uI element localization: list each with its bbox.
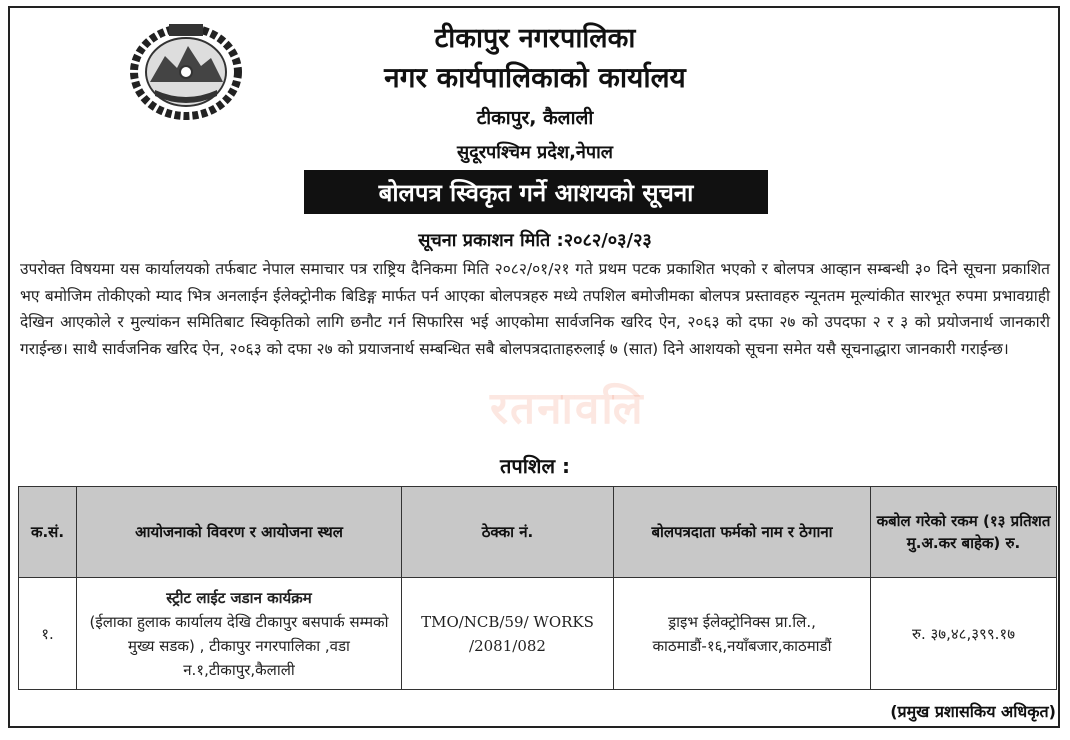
cell-project bbox=[77, 578, 402, 690]
municipality-name: टीकापुर नगरपालिका bbox=[434, 23, 636, 54]
notice-title: बोलपत्र स्विकृत गर्ने आशयको सूचना bbox=[304, 170, 768, 214]
signature-designation: (प्रमुख प्रशासकिय अधिकृत) bbox=[890, 702, 1056, 721]
cell-bidder: ड्राइभ ईलेक्ट्रोनिक्स प्रा.लि., काठमाडौं-१६,नयाँबजार,काठमाडौं bbox=[614, 578, 871, 690]
office-name: नगर कार्यपालिकाको कार्यालय bbox=[384, 61, 686, 94]
col-header-contract: ठेक्का नं. bbox=[402, 487, 614, 578]
cell-amount: रु. ३७,४८,३९९.१७ bbox=[871, 578, 1057, 690]
col-header-sn: क.सं. bbox=[19, 487, 77, 578]
project-title: स्ट्रीट लाईट जडान कार्यक्रम bbox=[166, 588, 312, 607]
publication-date: सूचना प्रकाशन मिति :२०८२/०३/२३ bbox=[418, 230, 652, 251]
col-header-amount: कबोल गरेको रकम (१३ प्रतिशत मु.अ.कर बाहेक) रु. bbox=[871, 487, 1057, 578]
details-heading: तपशिल : bbox=[499, 454, 571, 478]
table-header-row bbox=[19, 487, 1057, 578]
cell-contract-no: TMO/NCB/59/ WORKS /2081/082 bbox=[402, 578, 614, 690]
project-detail: (ईलाका हुलाक कार्यालय देखि टीकापुर बसपार्क सम्मको मुख्य सडक) , टीकापुर नगरपालिका ,वडा न.१,टीकापुर,कैलाली bbox=[89, 612, 389, 679]
watermark: रतनावलि bbox=[490, 383, 645, 434]
office-location: टीकापुर, कैलाली bbox=[476, 107, 594, 129]
col-header-bidder: बोलपत्रदाता फर्मको नाम र ठेगाना bbox=[614, 487, 871, 578]
cell-sn: १. bbox=[19, 578, 77, 690]
details-table bbox=[18, 486, 1057, 690]
col-header-project: आयोजनाको विवरण र आयोजना स्थल bbox=[77, 487, 402, 578]
province-name: सुदूरपश्चिम प्रदेश,नेपाल bbox=[456, 142, 614, 163]
notice-body: उपरोक्त विषयमा यस कार्यालयको तर्फबाट नेपाल समाचार पत्र राष्ट्रिय दैनिकमा मिति २०८२/०१/२१ गते प्रथम पटक प्रकाशित भएको र बोलपत्र आव्हान सम्बन्धी ३० दिने सूचना प्रकाशित भए बमोजिम तोकीएको म्याद भित्र अनलाईन ईलेक्ट्रोनीक बिडिङ्ग मार्फत पर्न आएका बोलपत्रहरु मध्ये तपशिल बमोजीमका बोलपत्र प्रस्तावहरु न्यूनतम मूल्यांकीत सारभूत रुपमा प्रभावग्राही देखिन आएकोले र मुल्यांकन समितिबाट स्विकृतिको लागि छनौट गर्न सिफारिस भई आएकोमा सार्वजनिक खरिद ऐन, २०६३ को दफा २७ को उपदफा २ र ३ को प्रयोजनार्थ जानकारी गराईन्छ। साथै सार्वजनिक खरिद ऐन, २०६३ को दफा २७ को प्रयाजनार्थ सम्बन्धित सबै बोलपत्रदाताहरुलाई ७ (सात) दिने आशयको सूचना समेत यसै सूचनाद्धारा जानकारी गराईन्छ। bbox=[20, 260, 1050, 358]
table-row bbox=[19, 578, 1057, 690]
